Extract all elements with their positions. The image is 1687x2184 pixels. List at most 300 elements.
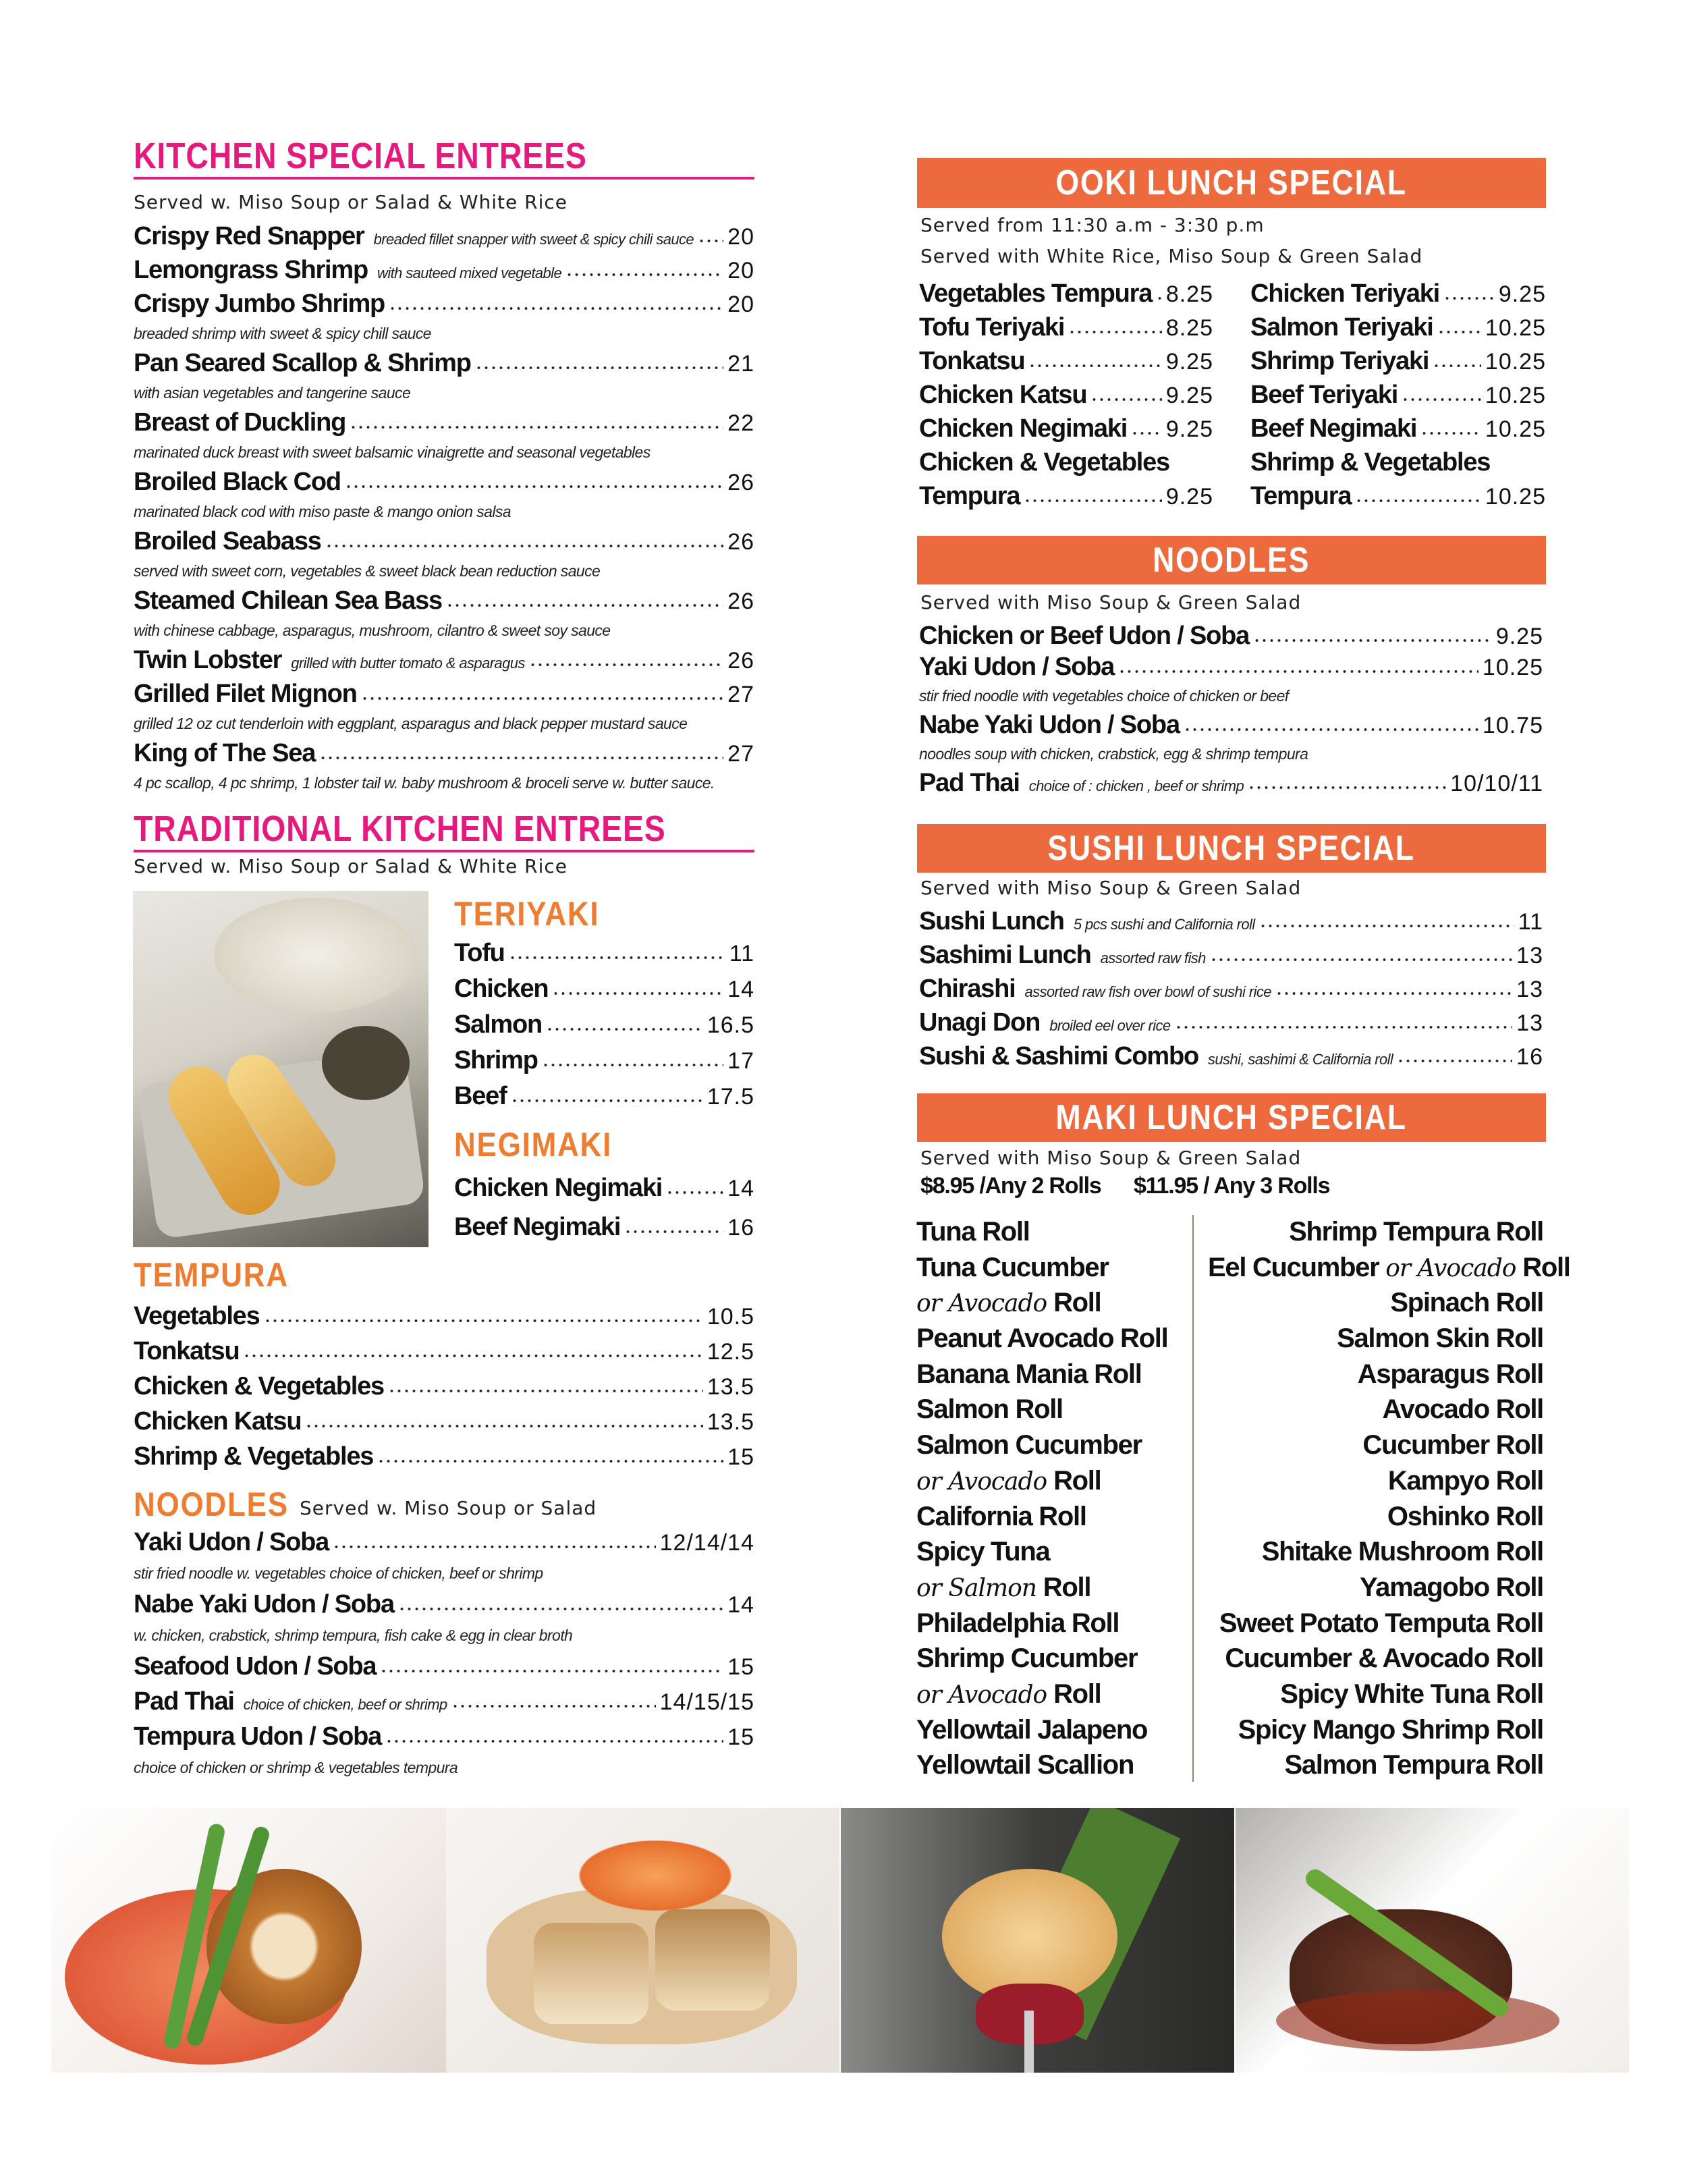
menu-item-note: with sauteed mixed vegetable [377,265,562,281]
maki-roll-name: Shitake Mushroom Roll [1261,1537,1543,1567]
menu-item-description: stir fried noodle with vegetables choice of chicken or beef [919,687,1289,705]
menu-item-price: 12.5 [707,1339,754,1365]
menu-item [919,378,1213,412]
menu-item [919,412,1213,445]
maki-roll-item [916,1676,1186,1712]
dot-leader [529,663,723,667]
menu-item [134,253,754,287]
dot-leader [446,603,723,607]
maki-roll-name: Roll [1053,1465,1101,1496]
maki-roll-name: Sweet Potato Temputa Roll [1219,1608,1543,1638]
maki-lunch-subtitle: Served with Miso Soup & Green Salad [920,1147,1302,1169]
maki-roll-item [1208,1499,1543,1535]
dot-leader [1259,924,1514,928]
menu-item [134,1404,754,1439]
title-underline [134,177,754,180]
menu-item-note: choice of chicken, beef or shrimp [243,1696,447,1713]
menu-item-note: sushi, sashimi & California roll [1207,1051,1393,1068]
menu-item-name: Chicken [454,975,549,1003]
menu-item [919,277,1213,310]
maki-roll-name: Salmon Roll [916,1394,1063,1425]
maki-roll-name: Spicy Mango Shrimp Roll [1238,1714,1543,1745]
menu-item [919,938,1543,972]
menu-item-name: Chicken Negimaki [919,414,1128,443]
maki-roll-item [916,1534,1186,1570]
dot-leader [1131,431,1162,435]
maki-roll-item [916,1321,1186,1357]
menu-item [134,643,754,677]
menu-item [454,1043,754,1079]
maki-roll-name: Shrimp Tempura Roll [1289,1217,1543,1247]
menu-item-name: Tonkatsu [134,1337,240,1365]
menu-item [134,1649,754,1684]
menu-item [134,736,754,770]
menu-item-name: Nabe Yaki Udon / Soba [919,711,1180,739]
menu-item-description: choice of chicken or shrimp & vegetables tempura [134,1759,458,1776]
menu-item [454,935,754,971]
menu-item [919,344,1213,378]
maki-roll-item [1208,1534,1543,1570]
dot-leader [624,1230,723,1234]
menu-item [919,972,1543,1006]
maki-roll-item [916,1250,1186,1286]
menu-item-price: 10.75 [1482,713,1543,738]
menu-item-price: 10.25 [1485,484,1546,510]
menu-item [134,1369,754,1404]
maki-roll-name: Tuna Roll [916,1217,1030,1247]
menu-item-name: Shrimp Teriyaki [1250,347,1429,375]
menu-item-name-line [919,445,1213,479]
menu-item-name-line [1250,445,1546,479]
menu-item-price: 10.25 [1485,416,1546,442]
menu-item [919,904,1543,938]
menu-item-price: 8.25 [1165,281,1213,307]
maki-roll-name: Oshinko Roll [1387,1501,1543,1531]
menu-item [919,767,1543,798]
menu-item-price: 26 [727,648,754,674]
negimaki-heading: NEGIMAKI [454,1126,613,1164]
menu-item-name: Shrimp & Vegetables [134,1442,374,1471]
dot-leader [319,756,723,760]
menu-item-name: Crispy Jumbo Shrimp [134,290,385,318]
menu-item-note: assorted raw fish over bowl of sushi rice [1024,983,1271,1000]
menu-item-price: 9.25 [1165,484,1213,510]
menu-item-name: Chicken Negimaki [454,1174,663,1202]
menu-item [1250,378,1546,412]
noodles-lunch-header [917,536,1546,584]
maki-roll-item [916,1463,1186,1499]
menu-item-price: 16 [727,1215,754,1240]
maki-roll-item [1208,1747,1543,1783]
dot-leader [305,1424,702,1428]
menu-item-name: Tempura [1250,482,1352,510]
maki-roll-alt: or Avocado [1385,1254,1516,1282]
menu-item-name: Sushi & Sashimi Combo [919,1042,1198,1070]
menu-item-name: Beef [454,1082,507,1110]
menu-item-name: Sushi Lunch [919,907,1064,935]
menu-item-name: Vegetables [134,1302,260,1330]
maki-roll-name: Tuna Cucumber [916,1252,1109,1282]
dot-leader [1275,991,1512,995]
menu-item-name: Unagi Don [919,1008,1041,1037]
traditional-subtitle: Served w. Miso Soup or Salad & White Rice [134,855,568,877]
menu-item-name: Tempura [919,482,1020,510]
maki-roll-name: Roll [1053,1678,1101,1709]
dot-leader [1433,364,1481,368]
maki-roll-name: Cucumber Roll [1362,1430,1543,1460]
dot-leader [345,485,723,489]
dot-leader [565,273,723,277]
maki-roll-name: Peanut Avocado Roll [916,1323,1168,1354]
menu-item [134,219,754,253]
menu-item-price: 9.25 [1495,624,1543,649]
maki-right-list [1208,1214,1570,1783]
menu-item [454,1168,754,1207]
dot-leader [1437,330,1481,334]
dot-leader [1024,499,1162,503]
dot-leader [377,1459,723,1463]
menu-item-name: Chicken & Vegetables [919,448,1169,476]
dot-leader [361,697,724,701]
maki-roll-name: Roll [1043,1572,1091,1602]
dot-leader [1175,1025,1513,1029]
maki-roll-name: Yellowtail Jalapeno [916,1714,1148,1745]
sushi-lunch-title: SUSHI LUNCH SPECIAL [1047,829,1416,868]
negimaki-list [454,1168,754,1247]
menu-item-description: noodles soup with chicken, crabstick, egg & shrimp tempura [919,745,1308,763]
ooki-subtitle: Served with White Rice, Miso Soup & Green Salad [920,245,1423,267]
menu-item-price: 15 [727,1724,754,1750]
dot-leader [1355,499,1481,503]
maki-roll-name: Spicy White Tuna Roll [1280,1678,1543,1709]
maki-roll-item [1208,1250,1570,1286]
menu-item-name: Shrimp [454,1046,538,1074]
menu-item-price: 9.25 [1498,281,1546,307]
kitchen-special-list [134,219,754,796]
menu-item-price: 26 [727,470,754,495]
menu-item-price: 27 [727,682,754,707]
menu-item-price: 12/14/14 [659,1530,754,1556]
menu-item [454,1079,754,1114]
fried-seafood-photo [51,1808,446,2073]
menu-item-note: 5 pcs sushi and California roll [1073,916,1255,933]
menu-item-price: 10.25 [1485,315,1546,341]
menu-item-description: w. chicken, crabstick, shrimp tempura, fish cake & egg in clear broth [134,1627,573,1644]
menu-item-price: 9.25 [1165,349,1213,375]
menu-item-price: 26 [727,529,754,555]
kitchen-special-subtitle: Served w. Miso Soup or Salad & White Rice [134,191,568,213]
maki-roll-name: Eel Cucumber [1208,1252,1379,1282]
menu-item-name: Steamed Chilean Sea Bass [134,586,442,615]
menu-item-price: 17 [727,1048,754,1074]
dot-leader [511,1099,703,1103]
kitchen-special-title: KITCHEN SPECIAL ENTREES [134,136,587,176]
menu-item-price: 9.25 [1165,383,1213,408]
menu-item [454,1007,754,1043]
menu-item-price: 10/10/11 [1450,771,1543,796]
dot-leader [1156,296,1162,300]
maki-roll-item [1208,1606,1543,1641]
maki-lunch-header [917,1093,1546,1142]
maki-roll-name: Spinach Roll [1390,1288,1543,1318]
dot-leader [1210,958,1512,962]
menu-item [919,709,1543,740]
maki-roll-item [916,1606,1186,1641]
dot-leader [380,1669,723,1673]
maki-roll-alt: or Avocado [916,1467,1047,1496]
menu-item [134,1587,754,1622]
menu-item [1250,479,1546,513]
menu-item-name: Tonkatsu [919,347,1025,375]
dot-leader [350,425,723,429]
menu-item-name: Salmon Teriyaki [1250,313,1433,342]
dot-leader [388,1389,703,1393]
dot-leader [1068,330,1162,334]
menu-item-name: King of The Sea [134,739,316,767]
maki-roll-item [1208,1570,1543,1606]
dot-leader [385,1739,723,1743]
dot-leader [1118,670,1478,674]
maki-roll-name: Cucumber & Avocado Roll [1225,1643,1543,1674]
maki-lunch-title: MAKI LUNCH SPECIAL [1055,1098,1408,1137]
menu-item [1250,310,1546,344]
maki-roll-item [1208,1321,1543,1357]
menu-item-description: stir fried noodle w. vegetables choice of chicken, beef or shrimp [134,1564,543,1582]
menu-item-description: with asian vegetables and tangerine sauce [134,384,411,402]
menu-item-price: 10.25 [1485,349,1546,375]
menu-item-name: Yaki Udon / Soba [919,653,1115,681]
teriyaki-list [454,935,754,1114]
menu-item-name: Beef Negimaki [1250,414,1417,443]
maki-roll-item [1208,1357,1543,1392]
menu-item-name: Chicken & Vegetables [134,1372,384,1400]
menu-item [919,651,1543,682]
dot-leader [552,991,723,995]
title-underline [134,850,754,852]
maki-roll-name: Salmon Skin Roll [1337,1323,1543,1354]
dot-leader [264,1319,703,1323]
menu-item-name: Pad Thai [134,1687,234,1716]
maki-roll-item [916,1570,1186,1606]
menu-item-name: Breast of Duckling [134,408,346,437]
traditional-title: TRADITIONAL KITCHEN ENTREES [134,809,666,849]
dot-leader [451,1704,656,1708]
noodles-list [134,1525,754,1781]
menu-item-description: 4 pc scallop, 4 pc shrimp, 1 lobster tail w. baby mushroom & broceli serve w. butter sauce. [134,774,715,792]
dot-leader [243,1354,702,1358]
maki-roll-item [916,1214,1186,1250]
dot-leader [389,306,723,310]
noodles-lunch-list [919,620,1543,798]
maki-roll-item [916,1392,1186,1427]
menu-item-note: grilled with butter tomato & asparagus [291,655,525,672]
maki-roll-name: California Roll [916,1501,1086,1531]
menu-item-price: 14/15/15 [659,1689,754,1715]
sushi-lunch-header [917,824,1546,873]
menu-item-name: Chicken or Beef Udon / Soba [919,622,1250,650]
tempura-photo [133,891,428,1247]
menu-item-name: Pan Seared Scallop & Shrimp [134,349,471,377]
menu-item-name: Pad Thai [919,769,1020,797]
maki-roll-name: Salmon Tempura Roll [1284,1750,1543,1780]
maki-roll-item [916,1285,1186,1321]
maki-left-list [916,1214,1186,1783]
maki-price-two-rolls: $8.95 /Any 2 Rolls [920,1173,1101,1199]
menu-item [919,620,1543,651]
menu-item [454,1207,754,1247]
menu-item-name: Seafood Udon / Soba [134,1652,377,1681]
menu-item-note: breaded fillet snapper with sweet & spicy chili sauce [373,231,694,248]
maki-roll-name: Yamagobo Roll [1359,1572,1543,1602]
menu-item [134,1525,754,1560]
menu-item-name: Grilled Filet Mignon [134,680,357,708]
dot-leader [1253,638,1492,643]
maki-roll-name: Roll [1522,1252,1570,1282]
menu-item [919,479,1213,513]
menu-item-price: 17.5 [707,1084,754,1110]
menu-item [1250,344,1546,378]
maki-roll-alt: or Salmon [916,1574,1036,1602]
maki-roll-item [1208,1214,1543,1250]
menu-item-name: Salmon [454,1010,543,1039]
menu-item-note: assorted raw fish [1100,950,1206,966]
menu-item [919,1039,1543,1073]
dot-leader [475,366,723,370]
maki-roll-item [1208,1285,1543,1321]
maki-roll-item [916,1499,1186,1535]
menu-item-price: 11 [1518,909,1543,935]
dot-leader [546,1027,703,1031]
maki-roll-name: Asparagus Roll [1357,1359,1543,1389]
menu-item-name: Crispy Red Snapper [134,222,364,250]
menu-item [134,1299,754,1334]
maki-roll-name: Shrimp Cucumber [916,1643,1138,1674]
maki-roll-name: Yellowtail Scallion [916,1750,1134,1780]
dot-leader [1090,398,1161,402]
menu-item-price: 13.5 [707,1374,754,1400]
menu-item-price: 26 [727,589,754,614]
menu-item [134,465,754,499]
dot-leader [333,1545,656,1549]
menu-item [134,1719,754,1754]
dot-leader [1028,364,1161,368]
menu-item-price: 16 [1516,1044,1543,1070]
ooki-hours: Served from 11:30 a.m - 3:30 p.m [920,214,1265,236]
maki-roll-name: Avocado Roll [1382,1394,1543,1425]
maki-roll-item [1208,1392,1543,1427]
menu-item-price: 20 [727,258,754,283]
dot-leader [1397,1059,1512,1063]
menu-item [134,346,754,380]
menu-item [134,1684,754,1719]
menu-item-description: marinated duck breast with sweet balsamic vinaigrette and seasonal vegetables [134,443,651,461]
dot-leader [1420,431,1481,435]
menu-item-price: 16.5 [707,1012,754,1038]
menu-item-price: 22 [727,410,754,436]
noodles-lunch-subtitle: Served with Miso Soup & Green Salad [920,591,1302,613]
maki-roll-name: Philadelphia Roll [916,1608,1119,1638]
menu-item-price: 13 [1516,943,1543,968]
dot-leader [1402,398,1481,402]
menu-item [919,1006,1543,1039]
menu-item-name: Broiled Black Cod [134,468,341,496]
menu-item [454,971,754,1007]
menu-item-name: Broiled Seabass [134,527,321,555]
menu-item-note: choice of : chicken , beef or shrimp [1028,777,1244,794]
maki-roll-item [916,1357,1186,1392]
menu-item-name: Vegetables Tempura [919,279,1153,308]
menu-item [134,1439,754,1474]
menu-item-price: 10.5 [707,1304,754,1330]
menu-item-name: Chicken Teriyaki [1250,279,1440,308]
noodles-subtitle: Served w. Miso Soup or Salad [300,1497,597,1519]
sushi-lunch-list [919,904,1543,1073]
maki-roll-item [1208,1712,1543,1748]
ooki-lunch-header [917,158,1546,208]
menu-item [1250,412,1546,445]
menu-item-price: 14 [727,1592,754,1618]
menu-item-price: 14 [727,977,754,1002]
maki-roll-name: Kampyo Roll [1387,1465,1543,1496]
menu-item-price: 10.25 [1482,655,1543,680]
menu-item-price: 20 [727,292,754,317]
maki-roll-name: Salmon Cucumber [916,1430,1142,1460]
menu-item [134,524,754,558]
menu-item-note: broiled eel over rice [1049,1017,1171,1034]
maki-roll-item [916,1747,1186,1783]
menu-item-price: 13.5 [707,1409,754,1435]
menu-item-description: served with sweet corn, vegetables & sweet black bean reduction sauce [134,562,601,580]
menu-item [134,406,754,439]
dot-leader [698,239,723,243]
menu-item-name: Beef Teriyaki [1250,381,1398,409]
menu-item-description: with chinese cabbage, asparagus, mushroom, cilantro & sweet soy sauce [134,622,611,639]
dot-leader [1443,296,1495,300]
dot-leader [325,544,723,548]
noodles-lunch-title: NOODLES [1153,541,1310,580]
menu-item-name: Tofu Teriyaki [919,313,1065,342]
maki-roll-name: Spicy Tuna [916,1537,1050,1567]
menu-item-price: 14 [727,1176,754,1201]
menu-item-name: Nabe Yaki Udon / Soba [134,1590,394,1618]
teriyaki-heading: TERIYAKI [454,895,600,933]
menu-item-name: Chicken Katsu [134,1407,302,1436]
menu-item-description: breaded shrimp with sweet & spicy chill sauce [134,325,431,342]
shrimp-cocktail-photo [841,1808,1234,2073]
filet-mignon-photo [1236,1808,1629,2073]
maki-roll-name: Roll [1053,1288,1101,1318]
dot-leader [509,956,725,960]
maki-roll-item [916,1712,1186,1748]
maki-roll-alt: or Avocado [916,1681,1047,1709]
dot-leader [1184,728,1478,732]
menu-item-price: 21 [727,351,754,377]
menu-item [134,584,754,618]
menu-item-price: 13 [1516,1010,1543,1036]
ooki-lunch-title: OOKI LUNCH SPECIAL [1055,163,1408,202]
menu-item-price: 20 [727,224,754,250]
column-divider [1192,1215,1194,1782]
noodles-heading: NOODLES [134,1485,289,1523]
menu-item-name: Lemongrass Shrimp [134,256,368,284]
menu-item-price: 27 [727,741,754,767]
menu-item-name: Tempura Udon / Soba [134,1722,382,1751]
menu-item [134,1334,754,1369]
menu-item-name: Twin Lobster [134,646,282,674]
maki-roll-item [1208,1463,1543,1499]
maki-roll-item [1208,1641,1543,1676]
maki-price-three-rolls: $11.95 / Any 3 Rolls [1134,1173,1330,1199]
